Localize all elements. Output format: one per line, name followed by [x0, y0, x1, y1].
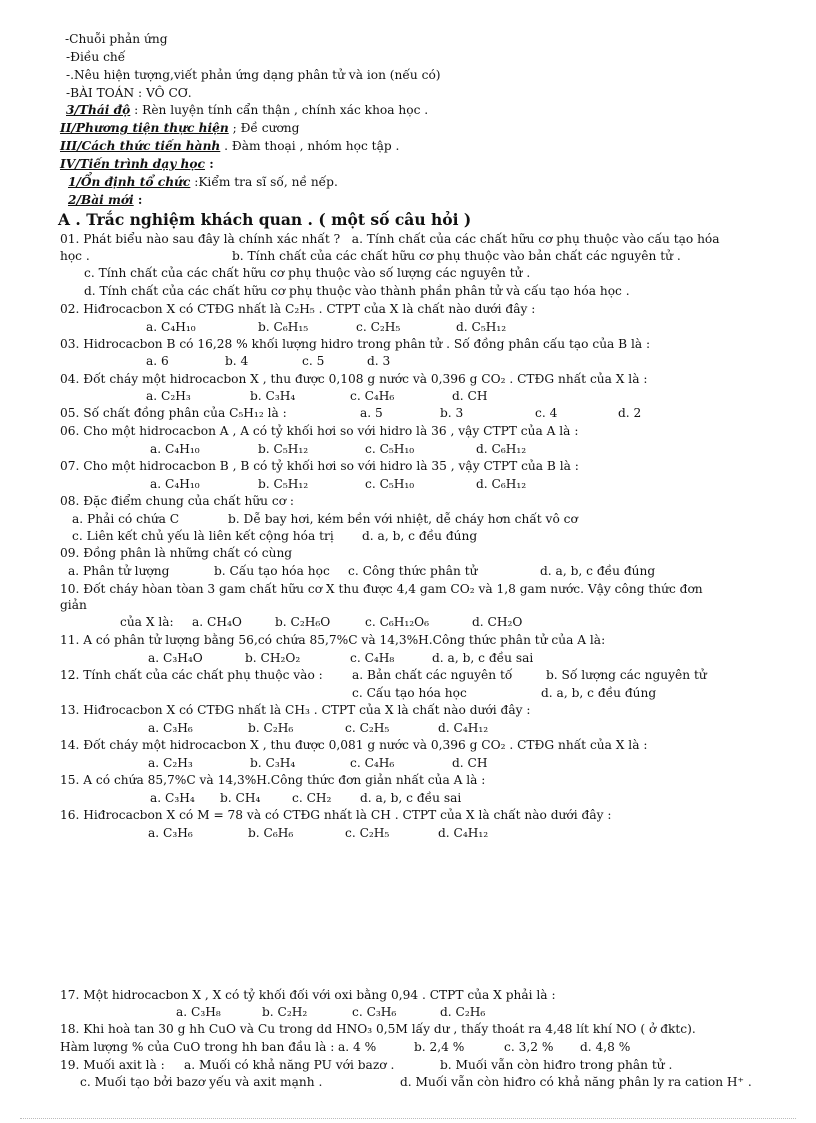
q9-option-b: b. Cấu tạo hóa học [214, 564, 330, 578]
q17-option-a: a. C₃H₈ [176, 1005, 221, 1019]
q16-option-b: b. C₆H₆ [248, 826, 294, 840]
q4-stem: 04. Đốt cháy một hidrocacbon X , thu được 0,108 g nước và 0,396 g CO₂ . CTĐG nhất của X là : [60, 372, 648, 386]
q4-option-b: b. C₃H₄ [250, 389, 296, 403]
q18-option-c: c. 3,2 % [504, 1040, 554, 1054]
q18-option-a: a. 4 % [338, 1040, 377, 1054]
q7-option-b: b. C₅H₁₂ [258, 477, 309, 491]
q9-option-a: a. Phân tử lượng [68, 564, 170, 578]
q2-stem: 02. Hiđrocacbon X có CTĐG nhất là C₂H₅ . CTPT của X là chất nào dưới đây : [60, 302, 536, 316]
q13-option-c: c. C₂H₅ [345, 721, 390, 735]
q16-option-a: a. C₃H₆ [148, 826, 193, 840]
q17-option-b: b. C₂H₂ [262, 1005, 308, 1019]
q10-stem: 10. Đốt cháy hòan tòan 3 gam chất hữu cơ X thu được 4,4 gam CO₂ và 1,8 gam nước. Vậy công thức đơn [60, 582, 703, 596]
q15-option-c: c. CH₂ [292, 791, 332, 805]
q18-stem-cont: Hàm lượng % của CuO trong hh ban đầu là : [60, 1040, 335, 1054]
q7-option-c: c. C₅H₁₀ [365, 477, 415, 491]
q1-option-a-cont: học . [60, 249, 90, 263]
q18-stem: 18. Khi hoà tan 30 g hh CuO và Cu trong dd HNO₃ 0,5M lấy dư , thấy thoát ra 4,48 lít khí NO ( ở đktc). [60, 1022, 696, 1036]
q9-stem: 09. Đồng phân là những chất có cùng [60, 546, 293, 560]
page-bottom-divider [20, 1118, 796, 1119]
q2-option-b: b. C₆H₁₅ [258, 320, 309, 334]
q5-option-a: a. 5 [360, 406, 383, 420]
q14-option-c: c. C₄H₆ [350, 756, 395, 770]
q6-option-a: a. C₄H₁₀ [150, 442, 200, 456]
q8-option-a: a. Phải có chứa C [72, 512, 180, 526]
q16-option-d: d. C₄H₁₂ [438, 826, 489, 840]
q12-stem: 12. Tính chất của các chất phụ thuộc vào : [60, 668, 323, 682]
q19-option-d: d. Muối vẫn còn hiđro có khả năng phân ly ra cation H⁺ . [400, 1075, 752, 1089]
q2-option-d: d. C₅H₁₂ [456, 320, 507, 334]
q10-stem-cont: giản [60, 598, 87, 612]
q11-stem: 11. A có phân tử lượng bằng 56,có chứa 85,7%C và 14,3%H.Công thức phân tử của A là: [60, 633, 606, 647]
q10-option-a: a. CH₄O [192, 615, 242, 629]
q3-option-b: b. 4 [225, 354, 249, 368]
attitude-line [66, 103, 428, 118]
q15-stem: 15. A có chứa 85,7%C và 14,3%H.Công thức đơn giản nhất của A là : [60, 773, 486, 787]
q14-option-b: b. C₃H₄ [250, 756, 296, 770]
q11-option-b: b. CH₂O₂ [245, 651, 301, 665]
q5-option-b: b. 3 [440, 406, 464, 420]
method-line [60, 139, 399, 154]
q17-option-c: c. C₃H₆ [352, 1005, 397, 1019]
means-text: ; Đề cương [228, 121, 300, 135]
q19-option-c: c. Muối tạo bởi bazơ yếu và axit mạnh . [80, 1075, 323, 1089]
q3-option-d: d. 3 [367, 354, 391, 368]
means-line [60, 121, 299, 136]
method-label: III/Cách thức tiến hành [60, 139, 221, 153]
q8-option-c: c. Liên kết chủ yếu là liên kết cộng hóa trị [72, 529, 334, 543]
q9-option-c: c. Công thức phân tử [348, 564, 478, 578]
attitude-label: 3/Thái độ [66, 103, 131, 117]
q14-stem: 14. Đốt cháy một hidrocacbon X , thu được 0,081 g nước và 0,396 g CO₂ . CTĐG nhất của X là : [60, 738, 648, 752]
q12-option-d: d. a, b, c đều đúng [541, 686, 657, 700]
step1-label: 1/Ổn định tổ chức [68, 175, 191, 189]
q3-option-a: a. 6 [146, 354, 169, 368]
q8-option-b: b. Dễ bay hơi, kém bền với nhiệt, dễ cháy hơn chất vô cơ [228, 512, 578, 526]
q16-option-c: c. C₂H₅ [345, 826, 390, 840]
q8-option-d: d. a, b, c đều đúng [362, 529, 478, 543]
process-line [60, 157, 214, 172]
q5-option-c: c. 4 [535, 406, 558, 420]
q18-option-d: d. 4,8 % [580, 1040, 631, 1054]
q5-option-d: d. 2 [618, 406, 642, 420]
q2-option-c: c. C₂H₅ [356, 320, 401, 334]
header-line-2: -Điều chế [66, 50, 126, 64]
attitude-text: : Rèn luyện tính cẩn thận , chính xác khoa học . [130, 103, 429, 117]
q6-stem: 06. Cho một hidrocacbon A , A có tỷ khối hơi so với hidro là 36 , vậy CTPT của A là : [60, 424, 579, 438]
means-label: II/Phương tiện thực hiện [60, 121, 229, 135]
q10-lead: của X là: [120, 615, 174, 629]
q13-option-a: a. C₃H₆ [148, 721, 193, 735]
q10-option-c: c. C₆H₁₂O₆ [365, 615, 430, 629]
q1-option-d: d. Tính chất của các chất hữu cơ phụ thuộc vào thành phần phân tử và cấu tạo hóa học . [84, 284, 630, 298]
method-text: . Đàm thoại , nhóm học tập . [220, 139, 400, 153]
header-line-3: -.Nêu hiện tượng,viết phản ứng dạng phân tử và ion (nếu có) [66, 68, 441, 82]
q6-option-b: b. C₅H₁₂ [258, 442, 309, 456]
step1-text: :Kiểm tra sĩ số, nề nếp. [190, 175, 338, 189]
q11-option-c: c. C₄H₈ [350, 651, 395, 665]
q12-option-b: b. Số lượng các nguyên tử [546, 668, 707, 682]
q1-stem: 01. Phát biểu nào sau đây là chính xác nhất ? a. Tính chất của các chất hữu cơ phụ thuộc vào cấu tạo hóa [60, 232, 720, 246]
q14-option-d: d. CH [452, 756, 488, 770]
q3-stem: 03. Hidrocacbon B có 16,28 % khối lượng hidro trong phân tử . Số đồng phân cấu tạo của B là : [60, 337, 651, 351]
q9-option-d: d. a, b, c đều đúng [540, 564, 656, 578]
section-a-title: A . Trắc nghiệm khách quan . ( một số câu hỏi ) [58, 210, 472, 229]
header-line-4: -BÀI TOÁN : VÔ CƠ. [66, 86, 192, 100]
q7-option-a: a. C₄H₁₀ [150, 477, 200, 491]
step2-text: : [133, 193, 143, 207]
q19-option-a: a. Muối có khả năng PU với bazơ . [184, 1058, 395, 1072]
q13-stem: 13. Hiđrocacbon X có CTĐG nhất là CH₃ . CTPT của X là chất nào dưới đây : [60, 703, 531, 717]
q1-option-a: a. Tính chất của các chất hữu cơ phụ thuộc vào cấu tạo hóa [351, 232, 720, 246]
q8-stem: 08. Đặc điểm chung của chất hữu cơ : [60, 494, 295, 508]
q13-option-b: b. C₂H₆ [248, 721, 294, 735]
q12-option-c: c. Cấu tạo hóa học [352, 686, 467, 700]
q15-option-a: a. C₃H₄ [150, 791, 195, 805]
process-text: : [204, 157, 214, 171]
step2-line [68, 193, 142, 208]
q1-option-c: c. Tính chất của các chất hữu cơ phụ thuộc vào số lượng các nguyên tử . [84, 266, 531, 280]
q11-option-d: d. a, b, c đều sai [432, 651, 534, 665]
q10-option-d: d. CH₂O [472, 615, 523, 629]
q14-option-a: a. C₂H₃ [148, 756, 193, 770]
q5-stem: 05. Số chất đồng phân của C₅H₁₂ là : [60, 406, 287, 420]
q2-option-a: a. C₄H₁₀ [146, 320, 196, 334]
q4-option-c: c. C₄H₆ [350, 389, 395, 403]
q19-stem: 19. Muối axit là : [60, 1058, 165, 1072]
q4-option-d: d. CH [452, 389, 488, 403]
q19-option-b: b. Muối vẫn còn hiđro trong phân tử . [440, 1058, 673, 1072]
q17-option-d: d. C₂H₆ [440, 1005, 486, 1019]
q6-option-d: d. C₆H₁₂ [476, 442, 527, 456]
q13-option-d: d. C₄H₁₂ [438, 721, 489, 735]
q15-option-b: b. CH₄ [220, 791, 261, 805]
q7-stem: 07. Cho một hidrocacbon B , B có tỷ khối hơi so với hidro là 35 , vậy CTPT của B là : [60, 459, 579, 473]
q3-option-c: c. 5 [302, 354, 325, 368]
process-label: IV/Tiến trình dạy học [60, 157, 205, 171]
q15-option-d: d. a, b, c đều sai [360, 791, 462, 805]
q16-stem: 16. Hiđrocacbon X có M = 78 và có CTĐG nhất là CH . CTPT của X là chất nào dưới đây : [60, 808, 612, 822]
q11-option-a: a. C₃H₄O [148, 651, 203, 665]
q6-option-c: c. C₅H₁₀ [365, 442, 415, 456]
q7-option-d: d. C₆H₁₂ [476, 477, 527, 491]
q10-option-b: b. C₂H₆O [275, 615, 331, 629]
q4-option-a: a. C₂H₃ [146, 389, 191, 403]
step1-line [68, 175, 338, 190]
q12-option-a: a. Bản chất các nguyên tố [352, 668, 513, 682]
step2-label: 2/Bài mới [68, 193, 134, 207]
q17-stem: 17. Một hidrocacbon X , X có tỷ khối đối với oxi bằng 0,94 . CTPT của X phải là : [60, 988, 556, 1002]
q18-option-b: b. 2,4 % [414, 1040, 465, 1054]
q1-option-b: b. Tính chất của các chất hữu cơ phụ thuộc vào bản chất các nguyên tử . [232, 249, 681, 263]
header-line-1: -Chuỗi phản ứng [65, 32, 168, 46]
